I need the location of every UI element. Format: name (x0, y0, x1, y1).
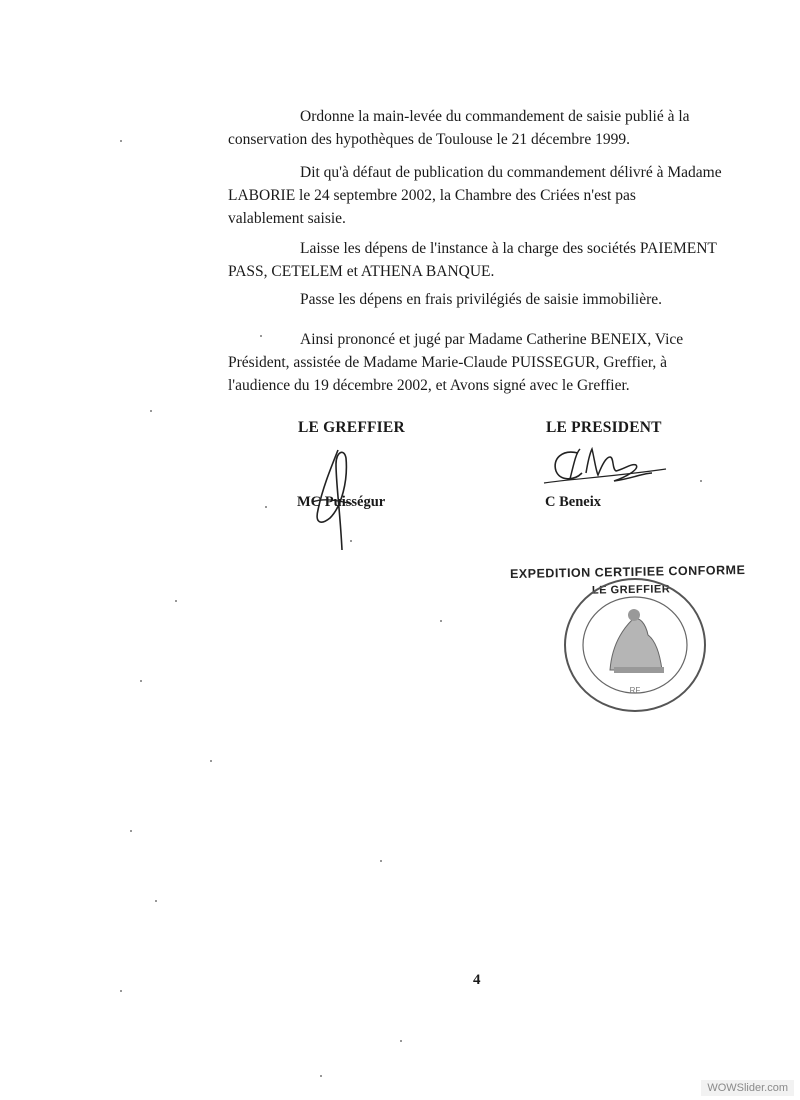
svg-text:RF: RF (629, 686, 641, 695)
paragraph-line: Ainsi prononcé et jugé par Madame Catherine BENEIX, Vice (300, 331, 684, 348)
president-label: LE PRESIDENT (546, 419, 662, 436)
paragraph-line: LABORIE le 24 septembre 2002, la Chambre des Criées n'est pas (228, 187, 636, 204)
paragraph-defaut-publication (228, 161, 742, 230)
watermark-label: WOWSlider.com (701, 1080, 794, 1096)
stamp-greffier: LE GREFFIER (591, 583, 671, 597)
paragraph-line: Ordonne la main-levée du commandement de saisie publié à la (300, 108, 690, 125)
paragraph-line: conservation des hypothèques de Toulouse le 21 décembre 1999. (228, 131, 630, 148)
president-name: C Beneix (545, 494, 601, 510)
greffier-name: MC Puisségur (297, 494, 386, 510)
paragraph-mainlevee (228, 105, 742, 151)
paragraph-line: Passe les dépens en frais privilégiés de saisie immobilière. (300, 291, 663, 308)
paragraph-line: valablement saisie. (228, 210, 346, 227)
paragraph-line: Président, assistée de Madame Marie-Claude PUISSEGUR, Greffier, à (228, 354, 668, 371)
paragraph-line: Dit qu'à défaut de publication du commandement délivré à Madame (300, 164, 722, 181)
paragraph-prononce (228, 328, 742, 397)
paragraph-line: Laisse les dépens de l'instance à la charge des sociétés PAIEMENT (300, 240, 717, 257)
court-seal (560, 575, 710, 715)
president-signature (540, 443, 670, 491)
paragraph-line: l'audience du 19 décembre 2002, et Avons signé avec le Greffier. (228, 377, 630, 394)
stamp-certified-copy: EXPEDITION CERTIFIEE CONFORME (509, 562, 746, 582)
page-number: 4 (473, 972, 481, 988)
paragraph-frais-privilegies (228, 288, 742, 311)
paragraph-depens-instance (228, 237, 742, 283)
paragraph-line: PASS, CETELEM et ATHENA BANQUE. (228, 263, 495, 280)
greffier-label: LE GREFFIER (298, 419, 405, 436)
